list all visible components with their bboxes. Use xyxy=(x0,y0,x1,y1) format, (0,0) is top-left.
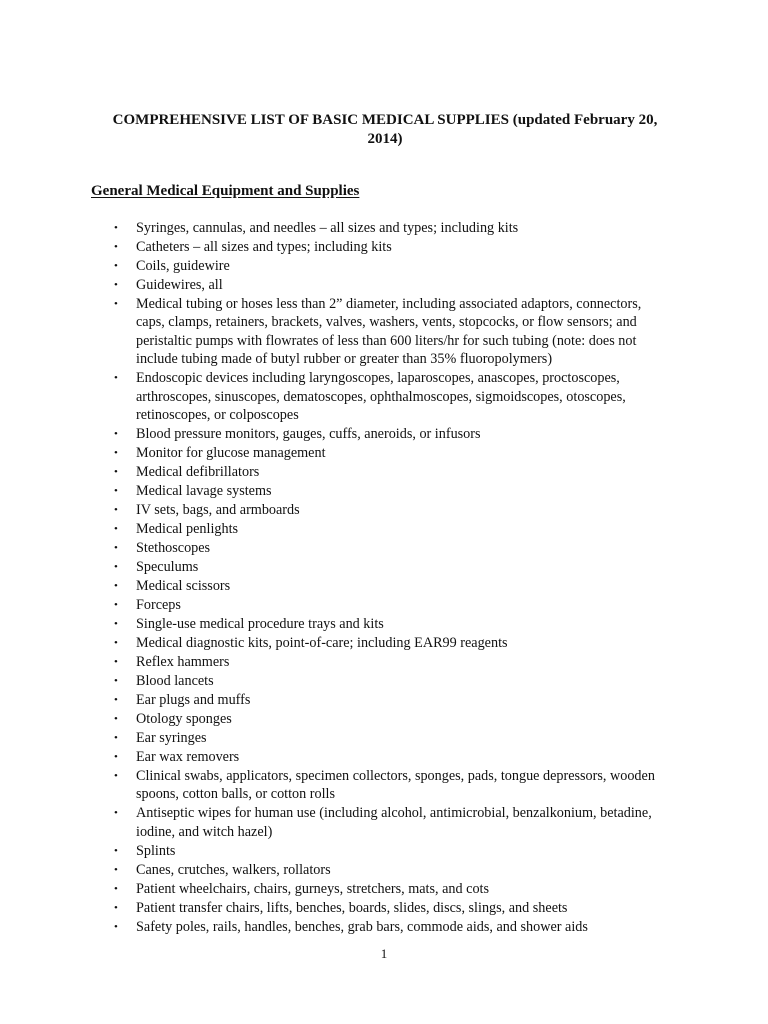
bullet-icon: • xyxy=(114,920,118,933)
bullet-icon: • xyxy=(114,713,118,726)
bullet-icon: • xyxy=(114,618,118,631)
bullet-icon: • xyxy=(114,504,118,517)
list-item-text: IV sets, bags, and armboards xyxy=(136,502,300,519)
list-item-text: Splints xyxy=(136,842,176,859)
list-item-text: Syringes, cannulas, and needles – all sizes and types; including kits xyxy=(136,220,519,236)
bullet-icon: • xyxy=(114,542,118,555)
list-item xyxy=(110,804,670,841)
list-item-text: Otology sponges xyxy=(136,711,232,728)
list-item xyxy=(110,444,670,462)
list-item xyxy=(110,276,670,294)
list-item xyxy=(110,861,670,879)
bullet-icon: • xyxy=(114,372,118,385)
list-item xyxy=(110,558,670,576)
bullet-icon: • xyxy=(114,675,118,688)
bullet-icon: • xyxy=(114,732,118,745)
list-item xyxy=(110,238,670,256)
list-item-text: Catheters – all sizes and types; including kits xyxy=(136,239,392,255)
bullet-icon: • xyxy=(114,260,118,272)
list-item-text: Ear plugs and muffs xyxy=(136,692,251,709)
list-item xyxy=(110,257,670,275)
list-item xyxy=(110,918,670,936)
bullet-icon: • xyxy=(114,428,118,441)
bullet-icon: • xyxy=(114,466,118,479)
list-item xyxy=(110,899,670,917)
list-item-text: Medical diagnostic kits, point-of-care; including EAR99 reagents xyxy=(136,635,508,652)
list-item-text: Reflex hammers xyxy=(136,654,230,671)
bullet-icon: • xyxy=(114,561,118,574)
list-item-text: Canes, crutches, walkers, rollators xyxy=(136,861,331,878)
document-title: COMPREHENSIVE LIST OF BASIC MEDICAL SUPPLIES (updated February 20, 2014) xyxy=(112,112,658,147)
bullet-icon: • xyxy=(114,656,118,669)
supply-list xyxy=(110,219,670,937)
section-heading: General Medical Equipment and Supplies xyxy=(91,183,360,199)
bullet-icon: • xyxy=(114,882,118,895)
bullet-icon: • xyxy=(114,222,118,234)
list-item-text: Medical tubing or hoses less than 2” diameter, including associated adaptors, connectors, caps, clamps, retainers, brackets, valves, washers, vents, stopcocks, or flow sensors; and peristaltic pumps with flowrates of less than 600 liters/hr for such tubing (note: does not include tubing made of butyl rubber or greater than 35% fluoropolymers) xyxy=(136,296,642,368)
list-item-text: Patient transfer chairs, lifts, benches, boards, slides, discs, slings, and sheets xyxy=(136,899,568,916)
list-item xyxy=(110,729,670,747)
list-item-text: Monitor for glucose management xyxy=(136,445,326,462)
list-item xyxy=(110,767,670,804)
list-item-text: Patient wheelchairs, chairs, gurneys, stretchers, mats, and cots xyxy=(136,880,490,897)
list-item xyxy=(110,842,670,860)
list-item xyxy=(110,615,670,633)
bullet-icon: • xyxy=(114,279,118,291)
list-item xyxy=(110,482,670,500)
list-item xyxy=(110,425,670,443)
bullet-icon: • xyxy=(114,447,118,460)
list-item xyxy=(110,596,670,614)
list-item xyxy=(110,634,670,652)
bullet-icon: • xyxy=(114,807,118,820)
bullet-icon: • xyxy=(114,523,118,536)
bullet-icon: • xyxy=(114,770,118,783)
bullet-icon: • xyxy=(114,844,118,857)
list-item xyxy=(110,577,670,595)
bullet-icon: • xyxy=(114,599,118,612)
list-item-text: Ear syringes xyxy=(136,730,207,747)
page-number: 1 xyxy=(380,946,388,961)
bullet-icon: • xyxy=(114,637,118,650)
list-item-text: Guidewires, all xyxy=(136,277,223,293)
list-item xyxy=(110,369,670,424)
list-item xyxy=(110,880,670,898)
list-item-text: Single-use medical procedure trays and kits xyxy=(136,616,384,633)
list-item-text: Blood pressure monitors, gauges, cuffs, aneroids, or infusors xyxy=(136,426,481,443)
list-item xyxy=(110,463,670,481)
list-item-text: Clinical swabs, applicators, specimen collectors, sponges, pads, tongue depressors, wooden spoons, cotton balls, or cotton rolls xyxy=(136,768,655,803)
bullet-icon: • xyxy=(114,901,118,914)
list-item xyxy=(110,501,670,519)
bullet-icon: • xyxy=(114,485,118,498)
list-item-text: Blood lancets xyxy=(136,673,214,690)
list-item xyxy=(110,295,670,369)
bullet-icon: • xyxy=(114,298,118,310)
bullet-icon: • xyxy=(114,580,118,593)
list-item-text: Stethoscopes xyxy=(136,540,211,557)
list-item xyxy=(110,219,670,237)
list-item-text: Endoscopic devices including laryngoscopes, laparoscopes, anascopes, proctoscopes, arthroscopes, sinuscopes, dematoscopes, ophthalmoscopes, sigmoidscopes, otoscopes, retinoscopes, or colposcopes xyxy=(136,370,626,424)
list-item-text: Speculums xyxy=(136,559,199,576)
list-item xyxy=(110,653,670,671)
bullet-icon: • xyxy=(114,694,118,707)
list-item-text: Medical defibrillators xyxy=(136,464,260,481)
list-item xyxy=(110,691,670,709)
list-item-text: Coils, guidewire xyxy=(136,258,230,274)
list-item xyxy=(110,520,670,538)
list-item xyxy=(110,539,670,557)
list-item-text: Forceps xyxy=(136,597,181,614)
list-item xyxy=(110,672,670,690)
bullet-icon: • xyxy=(114,863,118,876)
list-item-text: Ear wax removers xyxy=(136,749,240,766)
bullet-icon: • xyxy=(114,751,118,764)
list-item-text: Medical penlights xyxy=(136,521,239,538)
list-item-text: Antiseptic wipes for human use (including alcohol, antimicrobial, benzalkonium, betadine, iodine, and witch hazel) xyxy=(136,805,652,840)
bullet-icon: • xyxy=(114,241,118,253)
list-item xyxy=(110,748,670,766)
list-item xyxy=(110,710,670,728)
list-item-text: Safety poles, rails, handles, benches, grab bars, commode aids, and shower aids xyxy=(136,918,588,935)
list-item-text: Medical lavage systems xyxy=(136,483,272,500)
list-item-text: Medical scissors xyxy=(136,578,231,595)
